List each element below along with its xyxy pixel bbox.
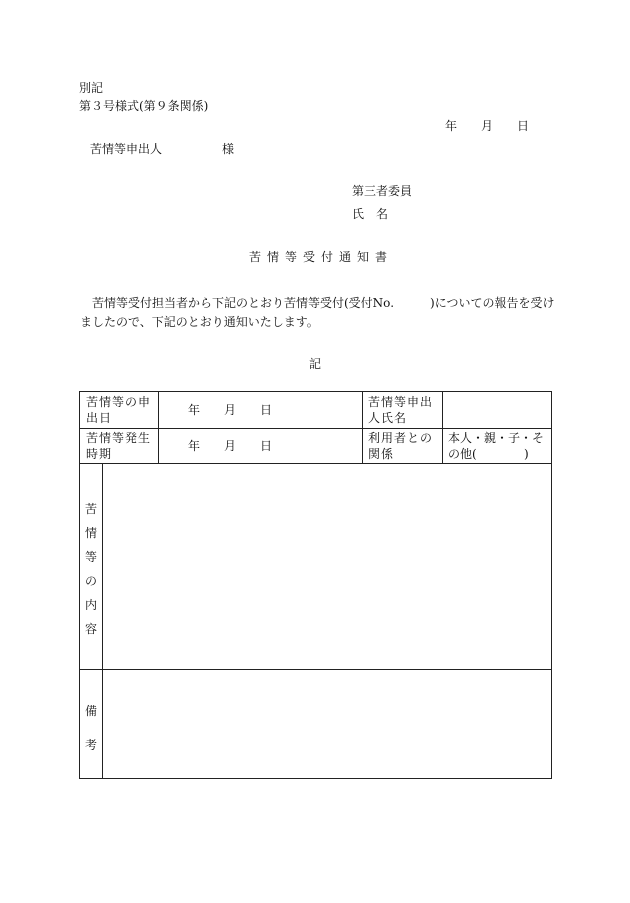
addressee-line: 苦情等申出人 様 bbox=[90, 142, 235, 156]
complainant-name-label: 苦情等申出人氏名 bbox=[368, 395, 434, 425]
column-divider bbox=[158, 392, 159, 463]
committee-name-label: 氏 名 bbox=[352, 207, 389, 221]
complaint-form-table bbox=[79, 391, 552, 779]
remarks-label: 備 考 bbox=[84, 704, 97, 752]
occurrence-period-value: 年 月 日 bbox=[188, 439, 273, 453]
remarks-area[interactable] bbox=[103, 670, 551, 778]
ki-label: 記 bbox=[309, 357, 322, 371]
user-relationship-label: 利用者との関係 bbox=[368, 431, 434, 461]
appendix-label: 別記 bbox=[79, 81, 104, 95]
relationship-close-paren: ) bbox=[524, 447, 529, 461]
column-divider bbox=[442, 392, 443, 463]
complaint-date-value: 年 月 日 bbox=[188, 403, 273, 417]
row-divider bbox=[80, 428, 551, 429]
notice-paragraph: 苦情等受付担当者から下記のとおり苦情等受付(受付No. )についての報告を受けましたので、下記のとおり通知いたします。 bbox=[80, 296, 555, 329]
document-title: 苦情等受付通知書 bbox=[249, 250, 394, 264]
issue-date: 年 月 日 bbox=[445, 119, 530, 133]
column-divider bbox=[362, 392, 363, 463]
complaint-content-label: 苦 情 等 の 内 容 bbox=[84, 502, 97, 636]
occurrence-period-label: 苦情等発生時期 bbox=[86, 431, 152, 461]
form-number: 第３号様式(第９条関係) bbox=[79, 99, 209, 113]
complaint-date-label: 苦情等の申出日 bbox=[86, 395, 152, 425]
committee-label: 第三者委員 bbox=[352, 184, 413, 198]
complaint-content-area[interactable] bbox=[103, 464, 551, 669]
user-relationship-options: 本人・親・子・その他( bbox=[448, 431, 545, 461]
